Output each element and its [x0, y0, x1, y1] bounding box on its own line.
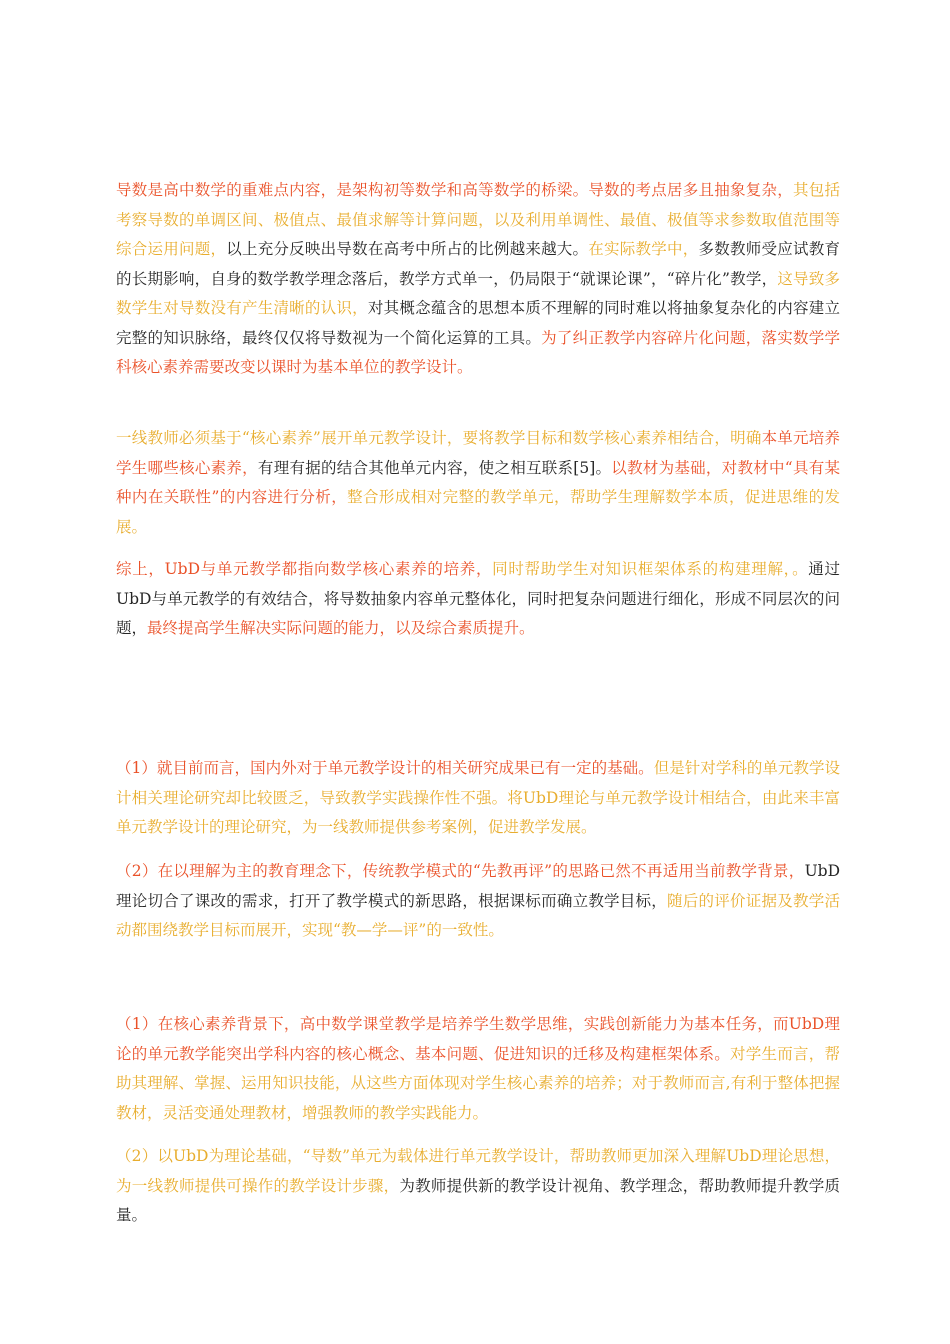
text-segment: （2）在以理解为主的教育理念下，传统教学模式的“先教再评”的思路已然不再适用当前教学背景，	[116, 862, 805, 880]
text-segment: 导数是高中数学的重难点内容，是架构初等数学和高等数学的桥梁。导数的考点居多且抽象复杂，	[116, 181, 793, 199]
paragraph-theory-1	[116, 754, 840, 843]
paragraph-practice-2	[116, 1142, 840, 1231]
text-segment: 综上，UbD与单元教学都指向数学核心素养的培养，	[116, 560, 493, 578]
paragraph-summary	[116, 555, 840, 644]
text-segment: 最终提高学生解决实际问题的能力，以及综合素质提升。	[147, 619, 535, 637]
text-segment: 随后的评价证据及教学活动都围绕教学目标而展开，实现“教—学—评”的一致性。	[116, 891, 840, 939]
text-segment: 对其概念蕴含的思想本质不理解的同时难以将抽象复杂化的内容建立完整的知识脉络，最终仅仅将导数视为一个简化运算的工具。	[116, 299, 840, 347]
text-segment: 这导致多数学生对导数没有产生清晰的认识，	[116, 269, 840, 317]
text-segment: 多数教师受应试教育的长期影响，自身的数学教学理念落后，教学方式单一，仍局限于“就课论课”，“碎片化”教学，	[116, 240, 840, 288]
paragraph-core-literacy	[116, 424, 840, 542]
text-segment: 以上充分反映出导数在高考中所占的比例越来越大。	[226, 240, 589, 258]
text-segment: 为了纠正教学内容碎片化问题，落实数学学科核心素养需要改变以课时为基本单位的教学设计。	[116, 328, 840, 376]
text-segment: 但是针对学科的单元教学设计相关理论研究却比较匮乏，导致教学实践操作性不强。将UbD理论与单元教学设计相结合，由此来丰富单元教学设计的理论研究，为一线教师提供参考案例，促进教学发展。	[116, 759, 840, 836]
text-segment: 对学生而言，帮助其理解、掌握、运用知识技能，从这些方面体现对学生核心素养的培养；对于教师而言,有利于整体把握教材，灵活变通处理教材，增强教师的教学实践能力。	[116, 1044, 840, 1122]
paragraph-intro	[116, 176, 840, 383]
text-segment: 有理有据的结合其他单元内容，使之相互联系[5]。	[257, 458, 612, 477]
text-segment: （2）以UbD为理论基础，“导数”单元为载体进行单元教学设计，帮助教师更加深入理解UbD理论思想，为一线教师提供可操作的教学设计步骤，	[116, 1147, 840, 1195]
text-segment: 同时帮助学生对知识框架体系的构建理解，。	[492, 560, 809, 578]
text-segment: 以教材为基础，对教材中“具有某种内在关联性”的内容进行分析，	[116, 458, 840, 506]
text-segment: 其包括考察导数的单调区间、极值点、最值求解等计算问题，以及利用单调性、最值、极值等求参数取值范围等综合运用问题，	[116, 181, 840, 258]
text-segment: 通过UbD与单元教学的有效结合，将导数抽象内容单元整体化，同时把复杂问题进行细化，形成不同层次的问题，	[116, 560, 840, 637]
text-segment: 一线教师必须基于“核心素养”展开单元教学设计，要将教学目标和数学核心素养相结合，明确	[116, 429, 762, 447]
paragraph-theory-2	[116, 857, 840, 946]
text-segment: UbD理论切合了课改的需求，打开了教学模式的新思路，根据课标而确立教学目标，	[116, 862, 840, 910]
text-segment: （1）在核心素养背景下，高中数学课堂教学是培养学生数学思维，实践创新能力为基本任务，而UbD理论的单元教学能突出学科内容的核心概念、基本问题、促进知识的迁移及构建框架体系。	[116, 1015, 840, 1063]
text-segment: 为教师提供新的教学设计视角、教学理念，帮助教师提升教学质量。	[116, 1176, 840, 1224]
text-segment: 整合形成相对完整的教学单元，帮助学生理解数学本质，促进思维的发展。	[116, 488, 840, 536]
text-segment: （1）就目前而言，国内外对于单元教学设计的相关研究成果已有一定的基础。	[116, 759, 654, 777]
text-segment: 本单元培养学生哪些核心素养，	[116, 429, 840, 477]
text-segment: 在实际教学中，	[588, 240, 699, 258]
paragraph-practice-1	[116, 1010, 840, 1128]
